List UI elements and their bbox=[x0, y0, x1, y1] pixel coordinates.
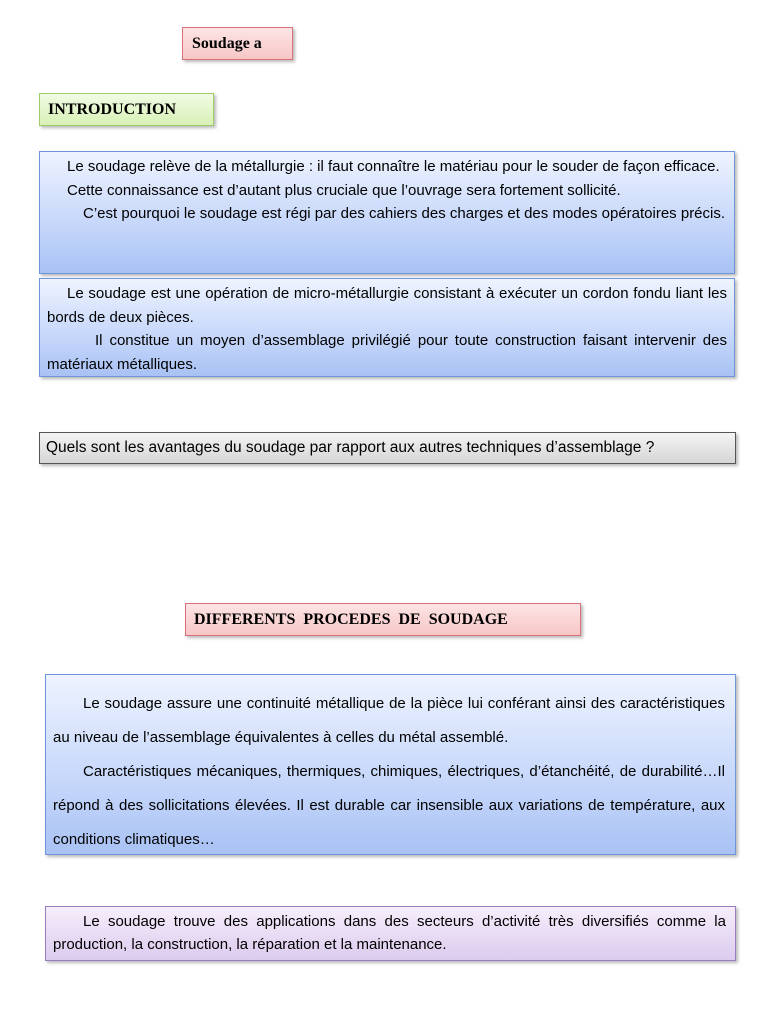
procedes-paragraph: Le soudage assure une continuité métallique de la pièce lui conférant ainsi des caractéristiques au niveau de l’assemblage équivalentes à celles du métal assemblé. bbox=[53, 695, 725, 746]
introduction-heading: INTRODUCTION bbox=[39, 93, 214, 126]
applications-text-block bbox=[45, 906, 736, 961]
intro-paragraph: Le soudage est une opération de micro-métallurgie consistant à exécuter un cordon fondu liant les bords de deux pièces. bbox=[47, 285, 727, 326]
page-title: Soudage a bbox=[182, 27, 293, 60]
intro-paragraph: Il constitue un moyen d’assemblage privilégié pour toute construction faisant intervenir des matériaux métalliques. bbox=[47, 332, 727, 373]
applications-paragraph: Le soudage trouve des applications dans des secteurs d’activité très diversifiés comme la production, la construction, la réparation et la maintenance. bbox=[53, 913, 726, 953]
question-box: Quels sont les avantages du soudage par rapport aux autres techniques d’assemblage ? bbox=[39, 432, 736, 464]
intro-paragraph: Cette connaissance est d’autant plus cruciale que l’ouvrage sera fortement sollicité. bbox=[67, 181, 621, 199]
intro-paragraph: Le soudage relève de la métallurgie : il faut connaître le matériau pour le souder de façon efficace. bbox=[67, 158, 720, 175]
procedes-text-block bbox=[45, 674, 736, 855]
introduction-text-block-1 bbox=[39, 151, 735, 274]
section-heading-procedes: DIFFERENTS PROCEDES DE SOUDAGE bbox=[185, 603, 581, 636]
introduction-text-block-2 bbox=[39, 278, 735, 377]
intro-paragraph: C’est pourquoi le soudage est régi par des cahiers des charges et des modes opératoires précis. bbox=[83, 205, 726, 222]
procedes-paragraph: Caractéristiques mécaniques, thermiques, chimiques, électriques, d’étanchéité, de durabilité…Il répond à des sollicitations élevées. Il est durable car insensible aux variations de température, aux conditions climatiques… bbox=[53, 763, 725, 848]
